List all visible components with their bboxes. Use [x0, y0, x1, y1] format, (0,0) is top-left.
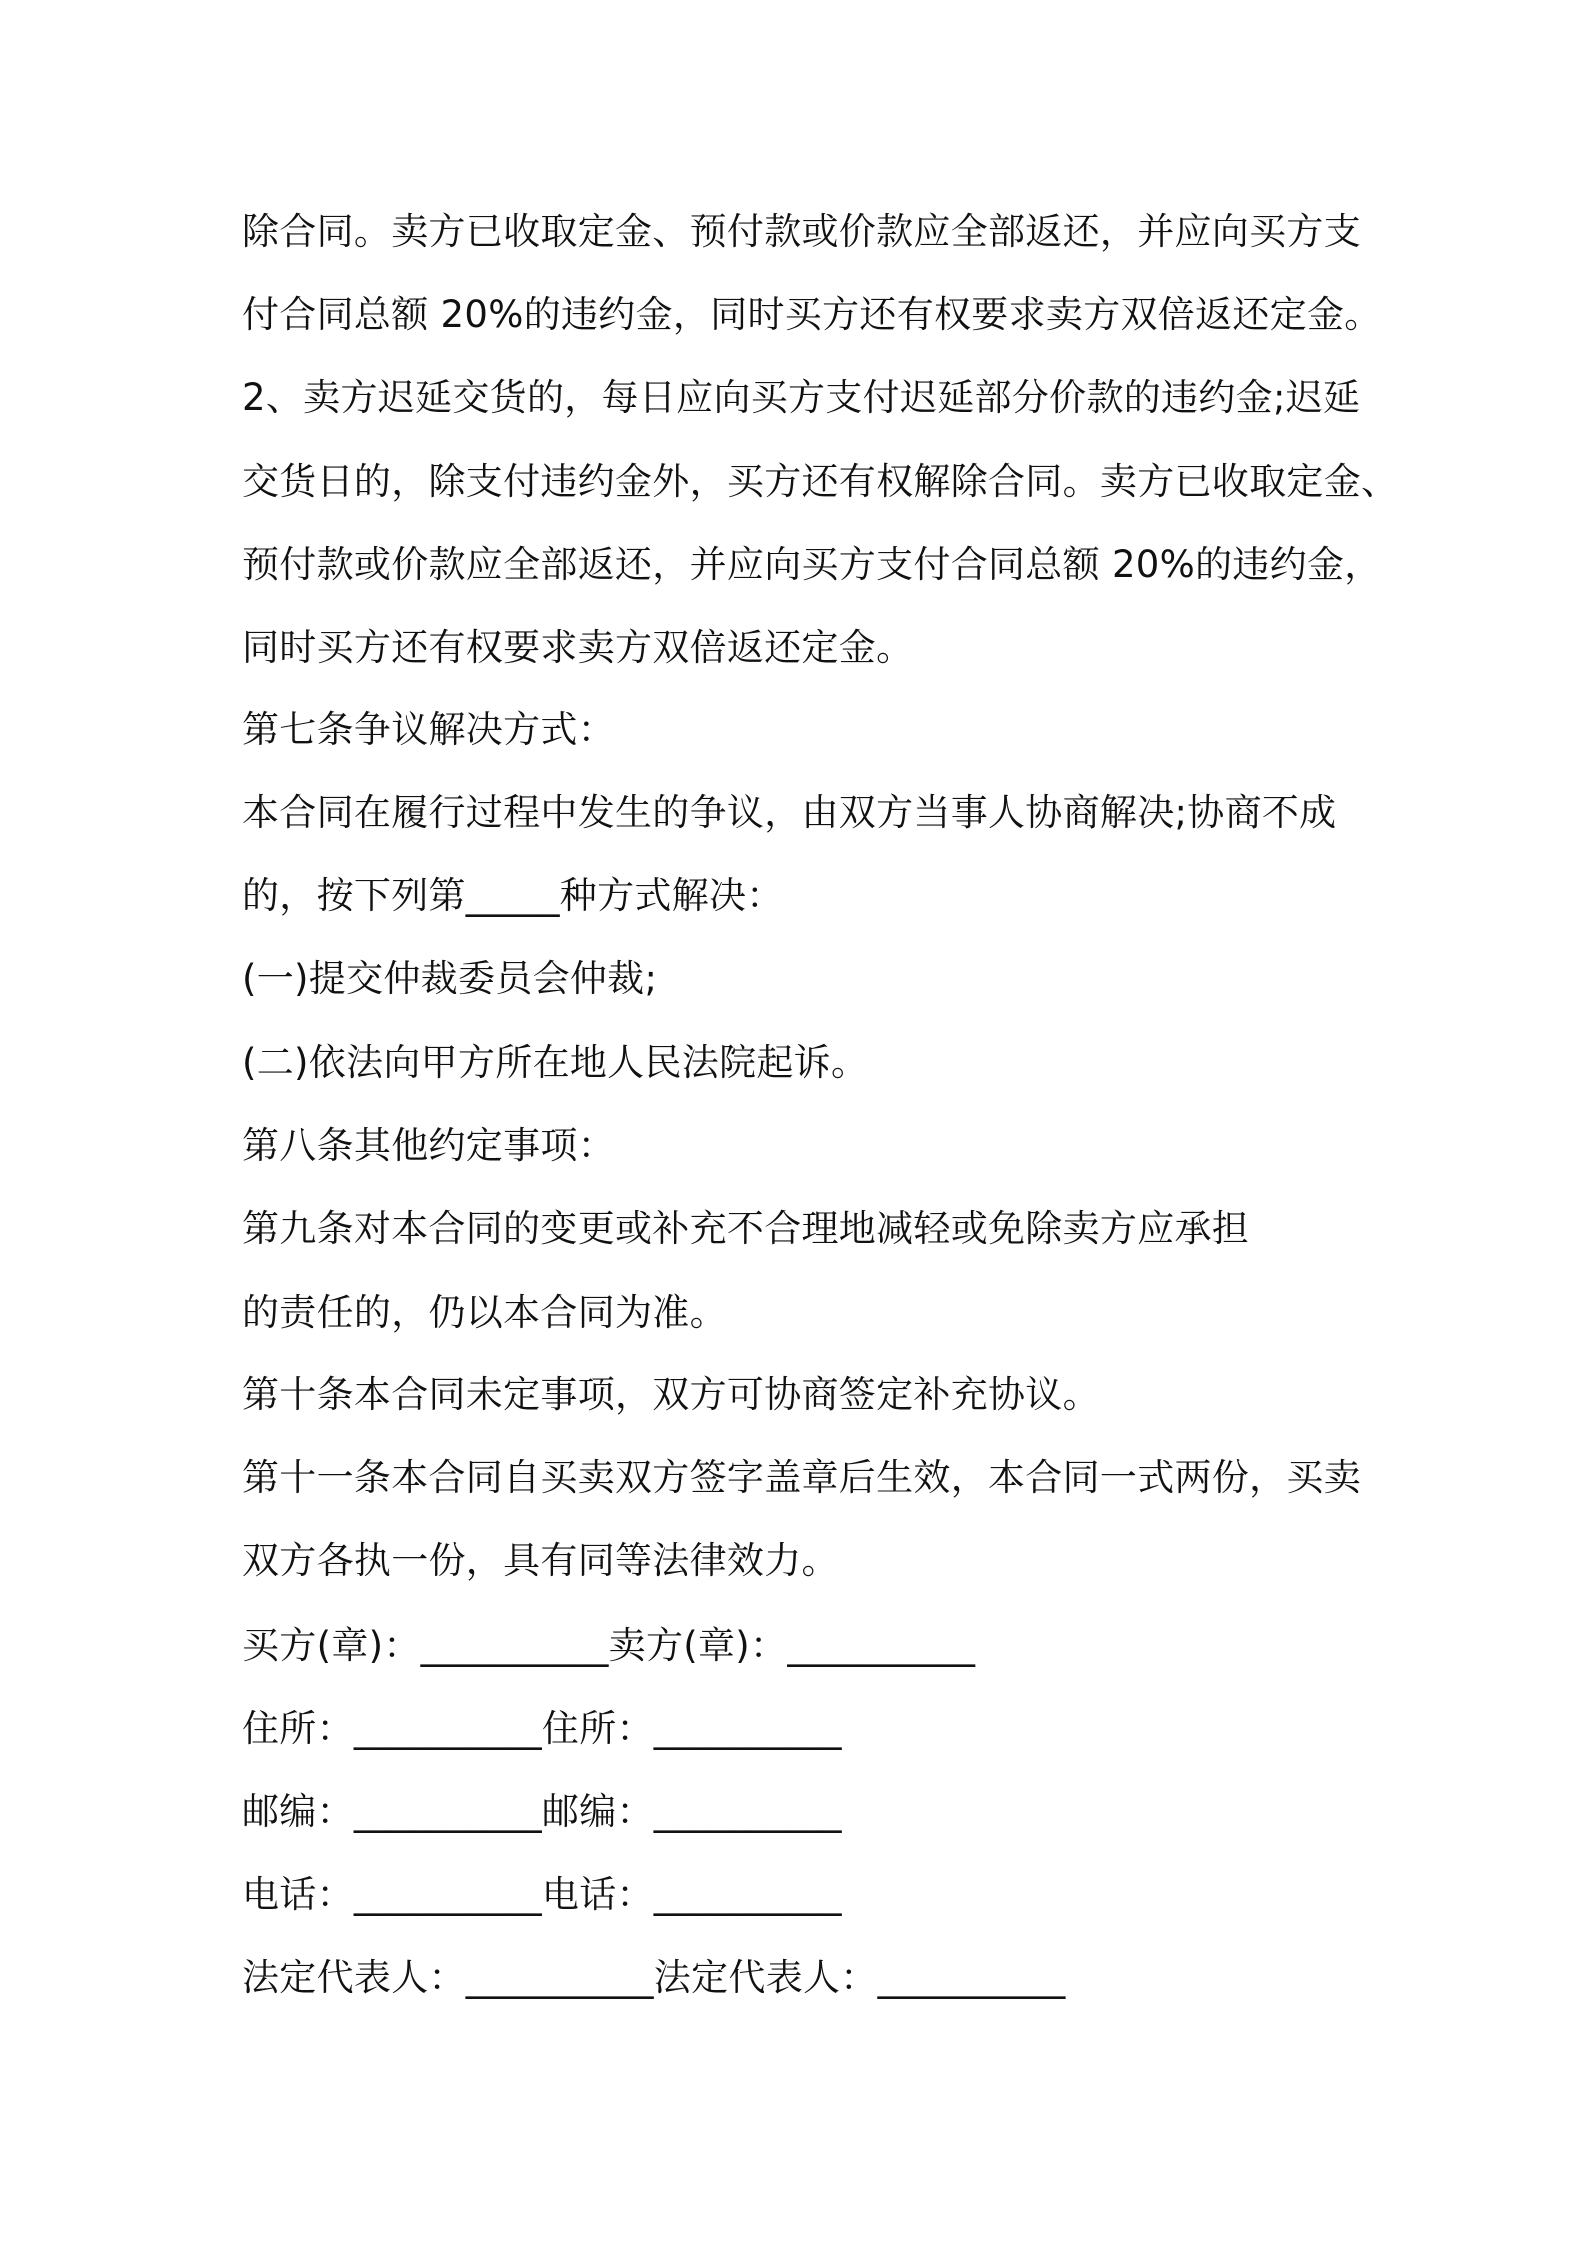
section-heading-8: 第八条其他约定事项： [242, 1124, 615, 1167]
body-line: 本合同在履行过程中发生的争议，由双方当事人协商解决;协商不成 [242, 791, 1337, 834]
body-line: 交货日的，除支付违约金外，买方还有权解除合同。卖方已收取定金、 [242, 460, 1399, 503]
body-line: 同时买方还有权要求卖方双倍返还定金。 [242, 626, 914, 669]
section-heading-11: 第十一条本合同自买卖双方签字盖章后生效，本合同一式两份，买卖 [242, 1456, 1361, 1499]
body-line: 的，按下列第_____种方式解决： [242, 874, 784, 917]
signature-line-representative: 法定代表人：__________法定代表人：__________ [242, 1956, 1066, 1999]
body-line: 双方各执一份，具有同等法律效力。 [242, 1539, 839, 1582]
section-heading-9: 第九条对本合同的变更或补充不合理地减轻或免除卖方应承担 [242, 1207, 1250, 1250]
section-heading-10: 第十条本合同未定事项，双方可协商签定补充协议。 [242, 1373, 1100, 1416]
body-line: 付合同总额 20%的违约金，同时买方还有权要求卖方双倍返还定金。 [242, 293, 1382, 336]
option-item-1: (一)提交仲裁委员会仲裁; [242, 957, 658, 1000]
body-line: 除合同。卖方已收取定金、预付款或价款应全部返还，并应向买方支 [242, 210, 1361, 253]
option-item-2: (二)依法向甲方所在地人民法院起诉。 [242, 1041, 869, 1084]
body-line: 的责任的，仍以本合同为准。 [242, 1291, 727, 1334]
signature-line-postcode: 邮编：__________邮编：__________ [242, 1790, 842, 1833]
signature-line-party: 买方(章)：__________卖方(章)：__________ [242, 1624, 976, 1667]
body-line: 2、卖方迟延交货的，每日应向买方支付迟延部分价款的违约金;迟延 [242, 376, 1361, 419]
section-heading-7: 第七条争议解决方式： [242, 708, 615, 751]
body-line: 预付款或价款应全部返还，并应向买方支付合同总额 20%的违约金， [242, 543, 1382, 586]
signature-line-address: 住所：__________住所：__________ [242, 1707, 842, 1750]
signature-line-phone: 电话：__________电话：__________ [242, 1873, 842, 1916]
